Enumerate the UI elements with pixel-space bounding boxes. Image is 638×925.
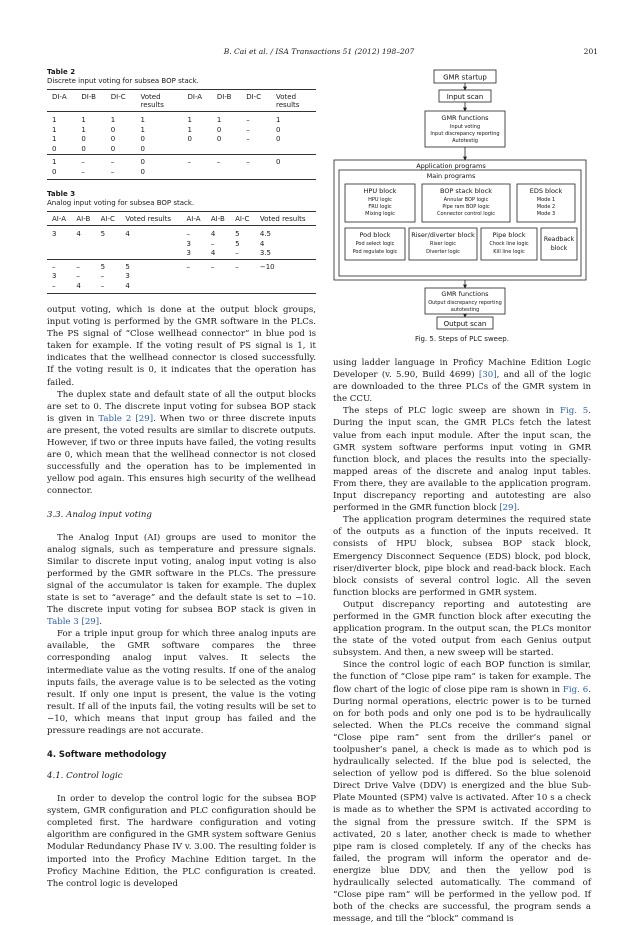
table-cell: 1 [52,125,57,134]
table-cell: – [182,155,211,168]
readback-block-line: Readback [543,236,575,243]
gmr-startup-label: GMR startup [443,73,487,82]
table-cell: 3 [52,272,57,280]
table3-header: AI-A [52,215,67,223]
citation-link[interactable]: [29] [499,503,517,514]
table-cell [71,240,95,250]
table-cell: – [235,249,239,257]
running-title: B. Cai et al. / ISA Transactions 51 (2012) 198–207 [223,47,415,56]
bop-stack-block-title: BOP stack block [439,187,493,195]
text-span: The steps of PLC logic sweep are shown in [343,406,561,417]
table-cell: 4 [125,230,130,238]
table-cell [206,282,230,294]
table-cell [182,145,211,155]
table-cell [120,240,181,250]
pod-block-line: Pod regulate logic [352,249,398,255]
gmr-functions-title: GMR functions [441,114,489,122]
eds-block-line: Mode 3 [536,211,556,217]
pod-block-line: Pod select logic [355,241,395,247]
table-row [47,126,316,136]
table-cell: 5 [96,259,121,272]
text-span: The duplex state and default state of all the output blocks are set to 0. The discrete input voting for subsea BOP stack is given in [47,389,316,424]
output-scan-label: Output scan [443,320,487,328]
table2-caption-block [47,68,316,86]
table-cell: 0 [110,135,116,143]
gmr-functions-line: Autotestig [452,138,478,144]
table-cell: 4 [120,282,181,294]
gmr-functions-line: Input voting [449,124,481,130]
table-cell: – [106,168,136,180]
table-cell: – [106,155,136,168]
table2-header: DI-C [246,93,262,101]
table-cell: 0 [216,125,222,134]
table-cell: 4 [210,249,216,257]
section-4-heading: 4. Software methodology [47,749,167,760]
main-programs-label: Main programs [426,172,476,180]
table-cell [271,168,316,180]
table-cell [212,168,241,180]
table-cell: 4 [210,230,216,238]
table3-header-row [47,212,316,226]
table3-header: AI-B [76,215,91,223]
gmr-functions-line: autotesting [450,307,480,313]
readback-block-box [541,228,577,260]
text-span: Since the control logic of each BOP function is similar, the function of “Close pipe ram” is taken for example. The flow chart of the logic of close pipe ram is shown in [333,660,591,695]
table-cell: 3.5 [259,249,271,257]
table-cell: – [210,239,215,248]
table-cell: 1 [187,125,192,134]
table-cell: – [230,259,255,272]
pipe-block-line: Chock line logic [489,241,529,247]
riser-diverter-block-line: Riser logic [430,241,456,247]
table3-header: Voted results [125,215,172,223]
pipe-block-title: Pipe block [492,231,526,239]
text-span: . When two or three discrete inputs are present, the voted results are similar to discrete outputs. However, if two or three inputs have failed, the voting results are 0, which mean that the wellhead connector is not closed successfully and the operation has to be implemented in yellow pod again. This ensures high security of the wellhead connector. [47,413,316,497]
table-cell: 1 [81,125,86,134]
table-row [47,240,316,250]
input-scan-label: Input scan [446,93,484,101]
table3-caption: Analog input voting for subsea BOP stack. [47,199,195,207]
table-row [47,112,316,126]
figure-5-caption: Fig. 5. Steps of PLC sweep. [415,335,509,343]
figure-reference-link[interactable]: Fig. 6 [562,684,589,695]
table-cell: 5 [120,259,181,272]
hpu-block-line: HPU logic [368,197,392,203]
table-cell: – [100,272,105,280]
table-cell: 0 [276,135,281,143]
hpu-block-line: FRU logic [368,204,392,210]
table-cell: 1 [47,155,76,168]
table-cell: 0 [276,125,281,134]
table-cell: 0 [187,135,192,143]
table2-header: Voted results [276,93,300,109]
table-cell [181,272,205,282]
citation-link[interactable]: [29] [81,617,100,628]
text-span: . [516,503,520,514]
left-column [47,68,316,890]
figure-5-flowchart [333,68,591,330]
table-cell: – [181,259,205,272]
table-cell [96,240,121,250]
citation-link[interactable]: [29] [135,413,154,424]
right-paragraph-4: Output discrepancy reporting and autotesting are performed in the GMR function block after executing the application program. In the output scan, the PLCs monitor the state of the voted output from each Genius output subsystem. And then, a new sweep will be started. [333,599,591,659]
table-cell: – [96,282,121,294]
figure-reference-link[interactable]: Fig. 5 [560,406,589,417]
table-cell: – [186,230,190,238]
table-cell: 1 [276,116,281,124]
text-span: . [99,617,102,628]
table-cell: 1 [52,135,57,143]
table-cell: 0 [135,155,182,168]
table-cell [212,145,241,155]
table-cell: 5 [235,230,240,238]
page-number: 201 [583,47,598,56]
gmr-functions-line: Output discrepancy reporting [428,300,502,306]
table-row [47,226,316,240]
table2-header: DI-B [216,93,232,101]
table-cell [241,168,271,180]
table-cell: – [47,282,71,294]
table-cell [230,272,255,282]
table-cell: 0 [81,135,86,143]
table2-header: DI-A [52,93,67,101]
table-reference-link[interactable]: Table 3 [47,617,79,628]
table-cell: 0 [110,125,116,134]
table-row [47,145,316,155]
table-cell [120,249,181,259]
table-row [47,155,316,168]
text-span: , and all of the logic are downloaded to the three PLCs of the GMR system in the CCU. [333,370,591,405]
table-cell: 3 [52,230,57,238]
eds-block-line: Mode 1 [536,197,556,203]
application-programs-label: Application programs [416,162,486,170]
table-cell [241,145,271,155]
hpu-block-line: Mixing logic [365,211,395,217]
subsection-4-1-heading: 4.1. Control logic [47,771,123,782]
table-cell: 0 [135,168,182,180]
table-cell: 3 [186,239,191,248]
bop-stack-block-line: Annular BOP logic [443,197,489,203]
eds-block-title: EDS block [529,187,563,195]
readback-block-line: block [550,245,568,252]
table-cell: 1 [140,125,145,134]
table-reference-link[interactable]: Table 2 [98,413,132,424]
table3-header: AI-C [100,215,115,223]
table-cell: – [246,116,250,124]
table3-header: AI-A [186,215,201,223]
table-cell: −10 [255,259,316,272]
table-cell: 1 [81,116,86,124]
table-row [47,282,316,294]
table-cell: 5 [235,239,240,248]
table-row [47,249,316,259]
table-cell: – [47,259,71,272]
table3-header: AI-B [210,215,225,223]
table-cell [47,240,71,250]
text-span: . During normal operations, electric power is to be turned on for both pods and only one pod is to be hydraulically selected. When the PLCs receive the command signal “Close pipe ram” sent from the driller’s panel or toolpusher’s panel, a check is made as to which pod is hydraulically selected. If the blue pod is selected, the selection of yellow pod is differed. So the blue solenoid Direct Drive Valve (DDV) is energized and the blue Sub-Plate Mounted (SPM) valve is activated. After 10 s a check is made as to whether the SPM is activated according to the signal from the pressure switch. If the SPM is activated, 20 s later, another check is made to whether pipe ram is closed completely. If any of the checks has failed, the program will inform the operator and de-energize blue DDV, and then the yellow pod is hydraulically selected automatically. The command of “Close pipe ram” will be performed in the yellow pod. If both of the checks are successful, the program sends a message, and till the “block” command is [333,684,591,925]
table2-header: DI-A [187,93,203,101]
table-cell [181,282,205,294]
table-cell: 0 [140,135,145,143]
table-cell: 0 [216,135,222,143]
table3-header: AI-C [235,215,250,223]
table-row [47,135,316,145]
table-cell [271,145,316,155]
table-cell: 4 [71,282,95,294]
table-cell [255,272,316,282]
table-cell [71,249,95,259]
eds-block-line: Mode 2 [536,204,556,210]
text-span: using ladder language in Proficy Machine Edition Logic Developer (v. 5.90, Build 4699) [333,358,591,381]
subsection-3-3-heading: 3.3. Analog input voting [47,509,152,520]
table-cell [182,168,211,180]
table-cell [47,249,71,259]
table-cell: – [212,155,241,168]
table-cell: 1 [187,116,192,124]
hpu-block-title: HPU block [363,187,397,195]
table2-header: DI-C [110,93,126,101]
table-cell: 0 [140,144,145,153]
table-row [47,259,316,272]
table-cell: 3 [125,272,130,280]
table-cell: 1 [52,116,57,124]
table-row [47,272,316,282]
table2-label: Table 2 [47,68,76,76]
right-column [333,357,591,925]
right-paragraph-2 [333,405,591,514]
table-cell: 1 [216,116,222,124]
table-cell: – [76,168,105,180]
table-cell: 1 [140,116,145,124]
riser-diverter-block-title: Riser/diverter block [411,231,475,239]
text-span: . During the input scan, the GMR PLCs fetch the latest value from each input module. After the input scan, the GMR system software performs input voting in GMR function block, and places the results into the specially-mapped areas of the discrete and analog input tables. From there, they are available to the application program. Input discrepancy reporting and autotesting are also performed in the GMR function block [333,406,591,514]
table-cell: 1 [110,116,116,124]
bop-stack-block-line: Connector control logic [436,211,496,217]
right-paragraph-5 [333,659,591,925]
table-cell: 5 [100,230,106,238]
bop-stack-block-line: Pipe ram BOP logic [442,204,490,210]
table3 [47,211,316,294]
table-cell: 3 [186,249,191,257]
table-cell: – [76,155,105,168]
left-paragraph-5: In order to develop the control logic for the subsea BOP system, GMR configuration and PLC configuration should be completed first. The hardware configuration and voting algorithm are configured in the GMR system software Genius Modular Redundancy Phase IV v. 3.00. The resulting folder is imported into the Proficy Machine Edition target. In the Proficy Machine Edition, the PLC configuration is created. The control logic is developed [47,794,316,889]
table-cell: 4.5 [259,230,271,238]
left-paragraph-1: output voting, which is done at the output block groups, input voting is performed by the GMR software in the PLCs. The PS signal of “Close wellhead connector” in blue pod is taken for example. If the voting result of PS signal is 1, it indicates that the wellhead connector is closed successfully. If the voting result is 0, it indicates that the operation has failed. [47,305,316,388]
table-cell: 4 [76,230,81,238]
table-cell: 0 [271,155,316,168]
text-span: The Analog Input (AI) groups are used to monitor the analog signals, such as temperature and pressure signals. Similar to discrete input voting, analog input voting is also performed by the GMR software in the PLCs. The pressure signal of the accumulator is taken for example. The duplex state is set to “average” and the default state is set to −10. The discrete input voting for subsea BOP stack is given in [47,532,316,616]
table-cell: 0 [81,144,86,153]
table-cell: 0 [47,168,76,180]
table-cell: – [76,272,80,280]
table-cell [206,272,230,282]
table-cell: – [206,259,230,272]
table3-header: Voted results [259,215,306,223]
table2-header: DI-B [81,93,96,101]
table-cell [96,249,121,259]
table-cell: 0 [52,144,57,153]
right-paragraph-3: The application program determines the required state of the outputs as a function of the inputs received. It consists of HPU block, subsea BOP stack block, Emergency Disconnect Sequence (EDS) block, pod block, riser/diverter block, pipe block and read-back block. Each block consists of several control logic. All the seven function blocks are performed in GMR system. [333,515,591,598]
pod-block-title: Pod block [359,231,391,239]
table-cell: – [241,155,271,168]
citation-link[interactable]: [30] [478,370,497,381]
left-paragraph-2 [47,389,316,498]
riser-diverter-block-line: Diverter logic [426,249,460,255]
table-row [47,168,316,180]
pipe-block-line: Kill line logic [493,249,525,255]
table-cell: 4 [259,239,265,248]
table2 [47,89,316,180]
table-cell: – [246,135,250,143]
left-paragraph-3 [47,532,316,629]
table2-header: Voted results [140,93,164,109]
table-cell: – [246,125,250,134]
left-paragraph-4: For a triple input group for which three analog inputs are available, the GMR software compares the three corresponding analog input valves. It selects the intermediate value as the voting results. If one of the analog inputs fails, the average value is to be selected as the voting result. If only one input is present, the value is the voting result. If all of the inputs fail, the voting results will be set to −10, which means that input group has failed and the pressure readings are not accurate. [47,629,316,736]
table3-caption-block [47,190,316,208]
right-paragraph-1 [333,357,591,405]
table2-header-row [47,90,316,112]
gmr-functions-title: GMR functions [441,290,489,298]
table-cell: 0 [110,144,116,153]
table2-caption: Discrete input voting for subsea BOP stack. [47,77,199,85]
table-cell [230,282,255,294]
table-cell: – [71,259,95,272]
table3-label: Table 3 [47,190,76,198]
gmr-functions-line: Input discrepancy reporting [430,131,500,137]
table-cell [255,282,316,294]
